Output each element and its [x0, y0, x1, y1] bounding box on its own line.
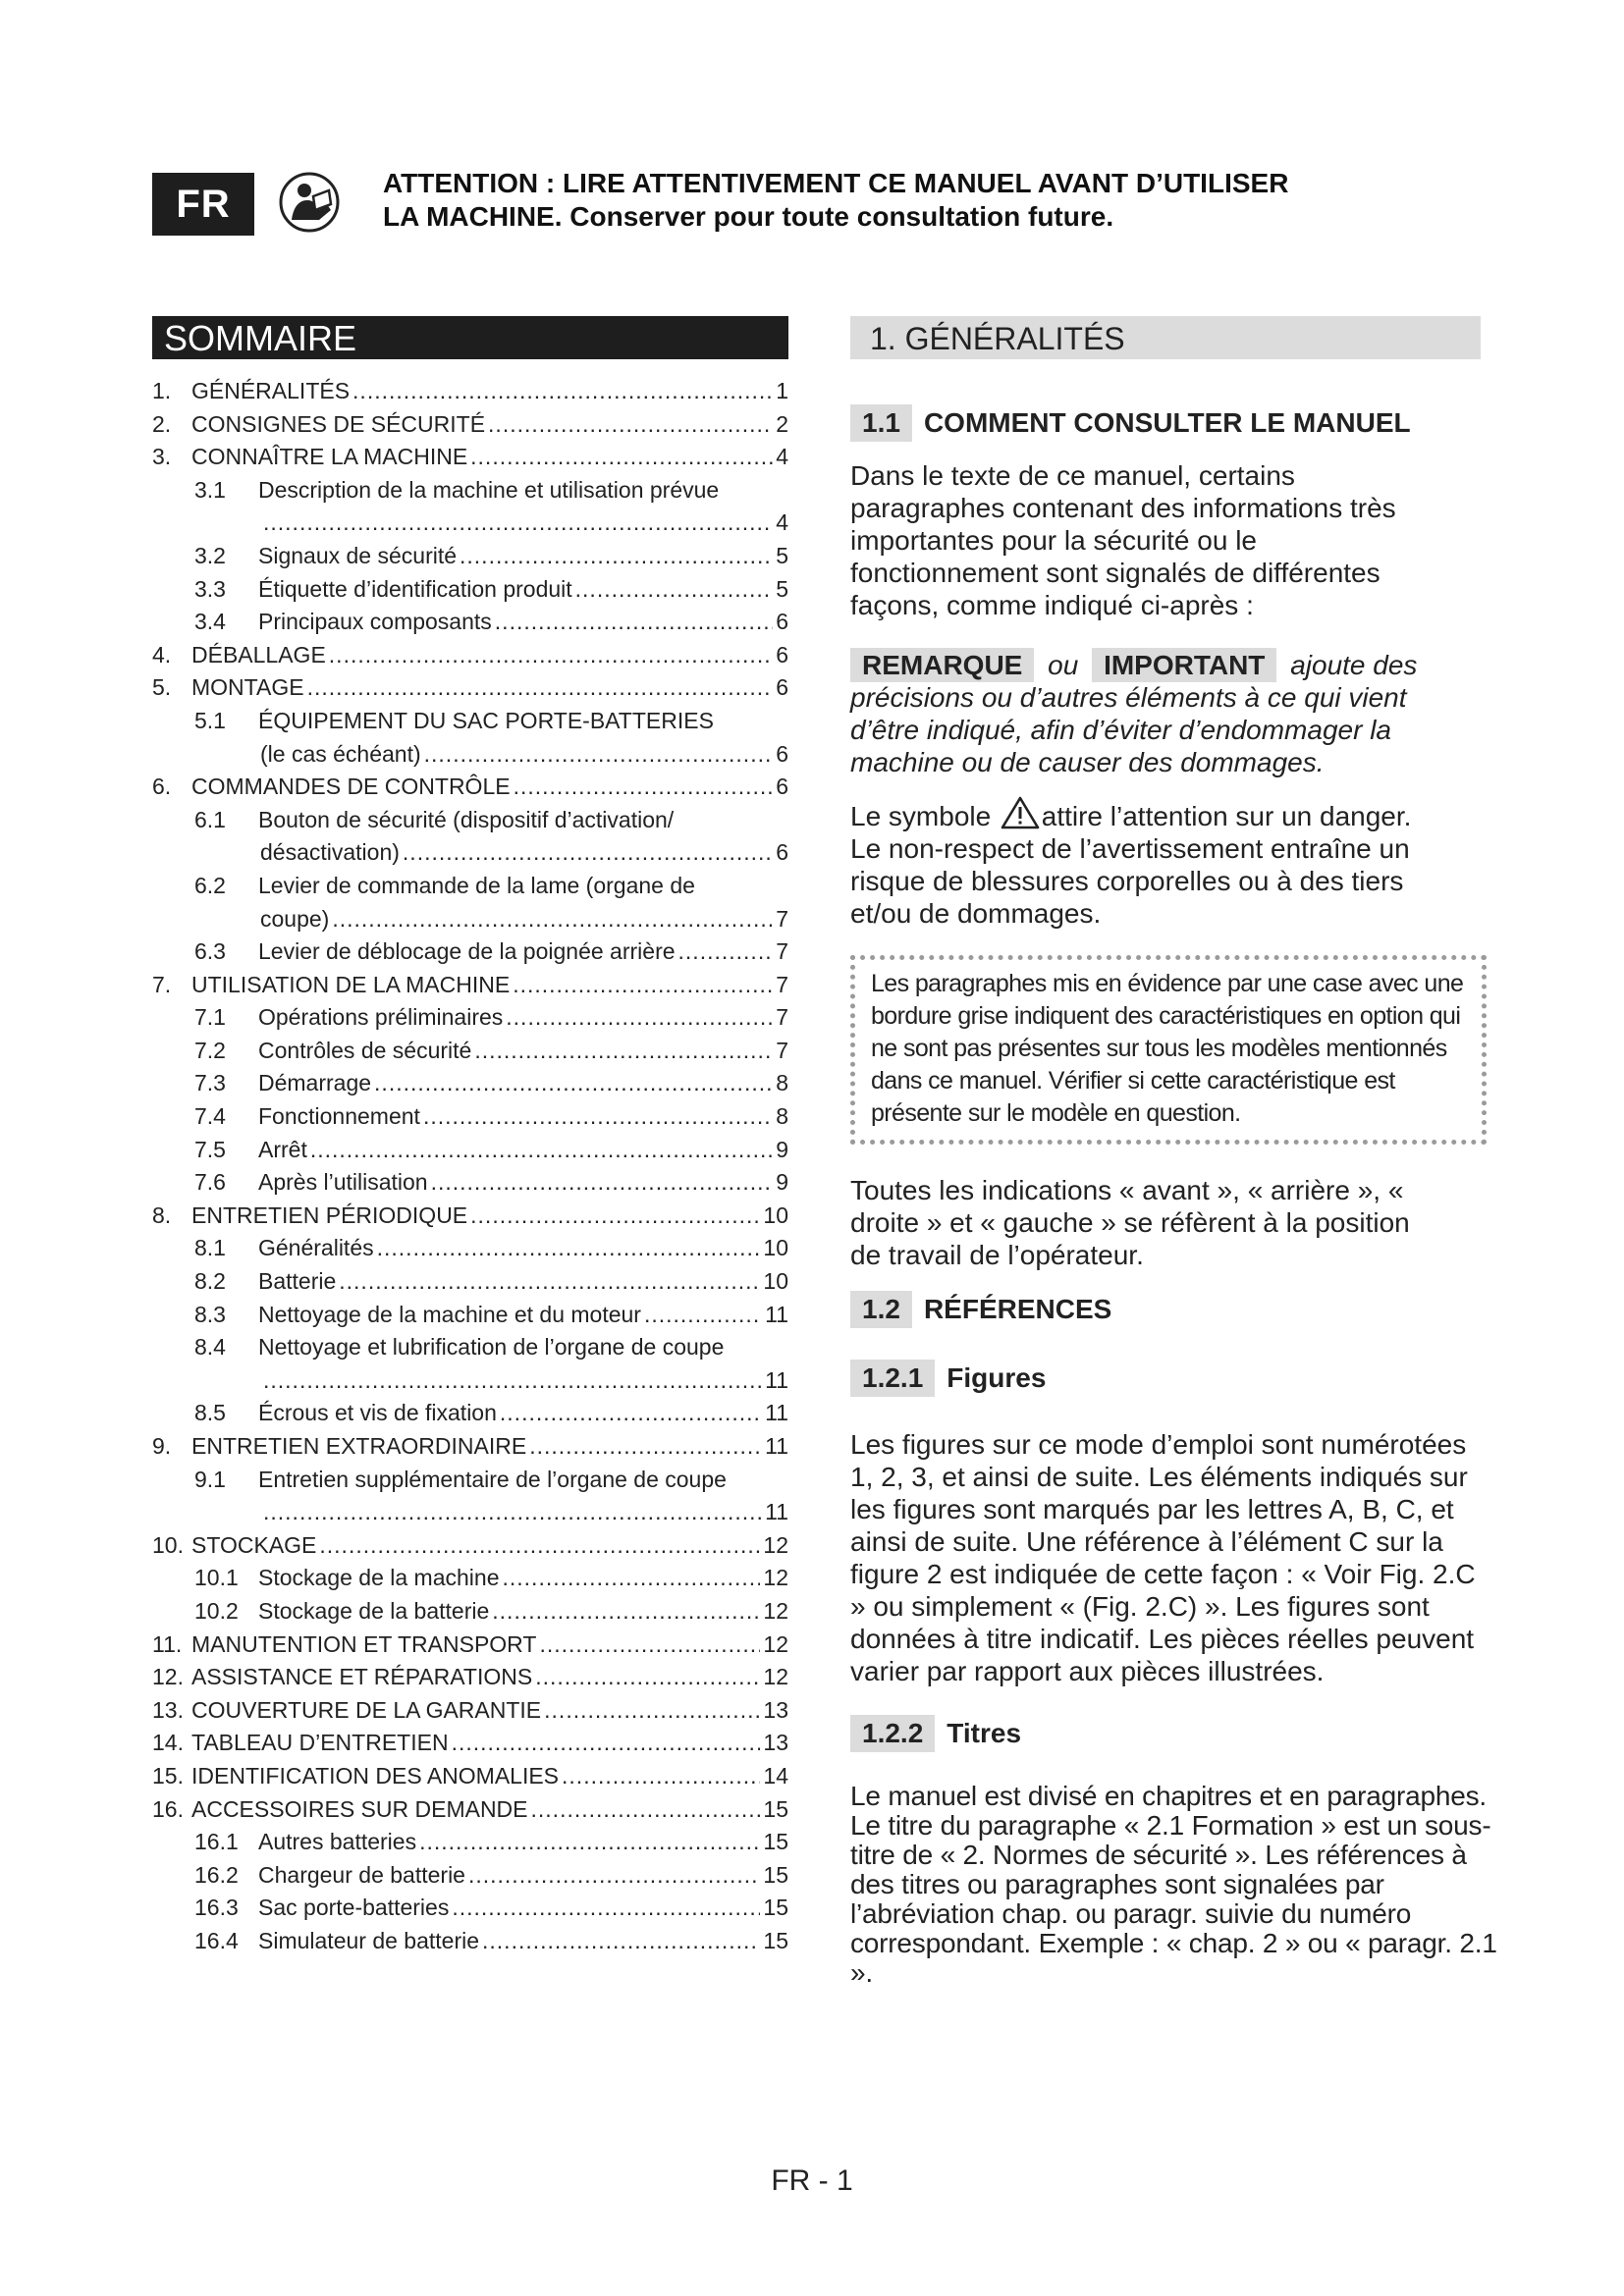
toc-item — [152, 1397, 788, 1430]
toc-item-number: 5.1 — [194, 707, 226, 733]
toc-item-page: 11 — [765, 1301, 788, 1327]
toc-leader-dots — [562, 1760, 760, 1793]
toc-item-page: 6 — [776, 609, 788, 635]
toc-leader-dots — [535, 1661, 760, 1694]
toc-leader-dots — [403, 836, 773, 870]
toc-item-number: 12. — [152, 1664, 184, 1690]
toc-item-number: 3.3 — [194, 575, 226, 602]
toc-item-number: 6.1 — [194, 806, 226, 832]
toc-item-text: ASSISTANCE ET RÉPARATIONS — [191, 1664, 533, 1690]
toc-item-number: 16. — [152, 1795, 184, 1822]
toc-item — [152, 1100, 788, 1134]
toc-item-text: MANUTENTION ET TRANSPORT — [191, 1630, 537, 1657]
toc-leader-dots — [513, 969, 773, 1002]
toc-item-page: 1 — [776, 378, 788, 403]
toc-item — [152, 1529, 788, 1563]
toc-item — [152, 1166, 788, 1200]
symbol-text-before: Le symbole — [850, 801, 992, 831]
toc-item — [152, 408, 788, 442]
toc-item-number: 3.4 — [194, 609, 226, 635]
toc-item-text: Levier de commande de la lame (organe de — [258, 872, 695, 898]
toc-item-number: 8.1 — [194, 1235, 226, 1261]
toc-leader-dots — [531, 1793, 761, 1827]
language-badge: FR — [152, 173, 254, 236]
toc-item-page: 12 — [763, 1630, 788, 1657]
toc-item — [152, 705, 788, 738]
toc-item-text: Entretien supplémentaire de l’organe de coupe — [258, 1466, 727, 1492]
toc-item-number: 5. — [152, 674, 172, 701]
toc-item-number: 16.1 — [194, 1829, 239, 1855]
section-1-1-heading — [850, 404, 1498, 442]
toc-item-number: 7.6 — [194, 1169, 226, 1196]
toc-item-number: 9.1 — [194, 1466, 226, 1492]
toc-item-text: Description de la machine et utilisation prévue — [258, 476, 720, 503]
section-title: Titres — [947, 1718, 1022, 1748]
toc-item-page: 11 — [765, 1433, 788, 1459]
toc-item-page: 15 — [763, 1795, 788, 1822]
toc-item — [152, 836, 788, 870]
toc-leader-dots — [452, 1892, 760, 1925]
toc-item-number: 3.1 — [194, 476, 226, 503]
toc-item — [152, 935, 788, 969]
toc-item-number: 2. — [152, 410, 172, 437]
toc-item — [152, 1595, 788, 1629]
toc-item-page: 6 — [776, 674, 788, 701]
toc-item-page: 7 — [776, 1037, 788, 1063]
toc-item-number: 8. — [152, 1201, 172, 1228]
toc-item-number: 6. — [152, 774, 172, 800]
toc-leader-dots — [492, 1595, 760, 1629]
toc-item-number: 8.4 — [194, 1334, 226, 1361]
toc-item — [152, 804, 788, 837]
toc-item — [152, 507, 788, 540]
toc-item-number: 15. — [152, 1762, 184, 1789]
note-paragraph — [850, 649, 1479, 778]
figures-paragraph: Les figures sur ce mode d’emploi sont numérotées 1, 2, 3, et ainsi de suite. Les éléments indiqués sur les figures sont marqués par les lettres A, B, C, et ainsi de suite. Une référence à l’élément C sur la figure 2 est indiquée de cette façon : « Voir Fig. 2.C » ou simplement « (Fig. 2.C) ». Les figures sont données à titre indicatif. Les pièces réelles peuvent varier par rapport aux pièces illustrées. — [850, 1429, 1476, 1686]
toc-item — [152, 903, 788, 936]
toc-item — [152, 1562, 788, 1595]
toc-leader-dots — [488, 408, 773, 442]
toc-item — [152, 1331, 788, 1364]
toc-item-text: STOCKAGE — [191, 1531, 317, 1558]
toc-item-text: Principaux composants — [258, 609, 492, 635]
toc-item-text: Généralités — [258, 1235, 374, 1261]
toc-item — [152, 1661, 788, 1694]
toc-leader-dots — [468, 1859, 760, 1893]
toc-item — [152, 540, 788, 573]
toc-item-page: 5 — [776, 542, 788, 568]
table-of-contents — [152, 316, 788, 1958]
toc-item-text: CONNAÎTRE LA MACHINE — [191, 444, 468, 470]
toc-item-page: 6 — [776, 740, 788, 767]
toc-item — [152, 771, 788, 804]
toc-item-number: 14. — [152, 1730, 184, 1756]
toc-leader-dots — [470, 441, 773, 474]
toc-leader-dots — [500, 1397, 762, 1430]
toc-leader-dots — [374, 1067, 773, 1100]
toc-item-text: Nettoyage et lubrification de l’organe de coupe — [258, 1334, 725, 1361]
toc-item-number: 13. — [152, 1696, 184, 1723]
toc-leader-dots — [423, 1100, 773, 1134]
toc-item — [152, 606, 788, 639]
toc-item — [152, 738, 788, 772]
toc-item-text: Bouton de sécurité (dispositif d’activation/ — [258, 806, 675, 832]
toc-item-number: 4. — [152, 641, 172, 667]
toc-item — [152, 1629, 788, 1662]
toc-item-number: 10. — [152, 1531, 184, 1558]
toc-item-number: 7.4 — [194, 1103, 226, 1130]
toc-leader-dots — [470, 1200, 760, 1233]
toc-item-number: 9. — [152, 1433, 172, 1459]
toc-leader-dots — [575, 573, 774, 607]
toc-item-number: 1. — [152, 378, 172, 403]
toc-item-page: 11 — [765, 1366, 788, 1393]
toc-item-page: 11 — [765, 1499, 788, 1525]
toc-item-page: 6 — [776, 641, 788, 667]
toc-item-page: 7 — [776, 938, 788, 965]
toc-item — [152, 1793, 788, 1827]
toc-item — [152, 1925, 788, 1958]
toc-item-page: 15 — [763, 1829, 788, 1855]
toc-item-page: 8 — [776, 1103, 788, 1130]
toc-item-text: Chargeur de batterie — [258, 1861, 465, 1888]
section-1-2-1-heading — [850, 1360, 1498, 1397]
toc-item-number: 10.2 — [194, 1597, 239, 1624]
toc-item-number: 7.5 — [194, 1136, 226, 1162]
toc-item-number: 16.3 — [194, 1895, 239, 1921]
toc-item-text: IDENTIFICATION DES ANOMALIES — [191, 1762, 560, 1789]
toc-leader-dots — [506, 1001, 773, 1035]
toc-item-number: 8.3 — [194, 1301, 226, 1327]
toc-item — [152, 1200, 788, 1233]
toc-item-page: 15 — [763, 1927, 788, 1953]
toc-leader-dots — [263, 1496, 762, 1529]
intro-paragraph: Dans le texte de ce manuel, certains paragraphes contenant des informations très importantes pour la sécurité ou le fonctionnement sont signalés de différentes façons, comme indiqué ci-après : — [850, 460, 1396, 620]
toc-item-page: 7 — [776, 905, 788, 932]
toc-item — [152, 1760, 788, 1793]
toc-leader-dots — [539, 1629, 760, 1662]
attention-line-2: LA MACHINE. Conserver pour toute consultation future. — [383, 201, 1114, 232]
toc-leader-dots — [339, 1265, 760, 1299]
directions-paragraph: Toutes les indications « avant », « arrière », « droite » et « gauche » se réfèrent à la position de travail de l’opérateur. — [850, 1175, 1410, 1270]
toc-item-text: ENTRETIEN EXTRAORDINAIRE — [191, 1433, 527, 1459]
toc-item — [152, 870, 788, 903]
toc-item-text: Stockage de la machine — [258, 1565, 500, 1591]
toc-item-page: 9 — [776, 1136, 788, 1162]
toc-leader-dots — [460, 540, 773, 573]
manual-reader-icon — [278, 171, 341, 234]
toc-item-text: (le cas échéant) — [260, 740, 421, 767]
toc-leader-dots — [544, 1694, 760, 1728]
toc-item-text: Stockage de la batterie — [258, 1597, 490, 1624]
toc-item-text: Sac porte-batteries — [258, 1895, 450, 1921]
toc-leader-dots — [352, 375, 773, 408]
toc-item — [152, 1859, 788, 1893]
toc-item-page: 15 — [763, 1895, 788, 1921]
toc-item-text: ACCESSOIRES SUR DEMANDE — [191, 1795, 528, 1822]
toc-item-text: ENTRETIEN PÉRIODIQUE — [191, 1201, 468, 1228]
toc-item-text: Fonctionnement — [258, 1103, 420, 1130]
section-1-2-heading — [850, 1291, 1498, 1328]
titles-paragraph: Le manuel est divisé en chapitres et en paragraphes. Le titre du paragraphe « 2.1 Formation » est un sous-titre de « 2. Normes de sécurité ». Les références à des titres ou paragraphes sont signalées par l’abréviation chap. ou paragr. suivie du numéro correspondant. Exemple : « chap. 2 » ou « paragr. 2.1 ». — [850, 1781, 1497, 1988]
toc-item-text: GÉNÉRALITÉS — [191, 378, 351, 403]
toc-item-text: COUVERTURE DE LA GARANTIE — [191, 1696, 542, 1723]
toc-item-page: 12 — [763, 1565, 788, 1591]
section-title: Figures — [947, 1362, 1047, 1393]
section-1-heading: 1. GÉNÉRALITÉS — [850, 316, 1481, 359]
toc-item — [152, 1001, 788, 1035]
toc-item-page: 12 — [763, 1531, 788, 1558]
toc-item-text: ÉQUIPEMENT DU SAC PORTE-BATTERIES — [258, 707, 714, 733]
toc-item — [152, 1727, 788, 1760]
toc-item-page: 15 — [763, 1861, 788, 1888]
toc-leader-dots — [263, 1364, 762, 1398]
toc-leader-dots — [332, 903, 773, 936]
toc-item-number: 7. — [152, 971, 172, 997]
symbol-text-after: attire l’attention sur un danger. Le non-respect de l’avertissement entraîne un risque de blessures corporelles ou à des tiers et/ou de dommages. — [850, 801, 1412, 929]
toc-leader-dots — [307, 671, 774, 705]
toc-item-page: 10 — [763, 1235, 788, 1261]
toc-item-number: 7.1 — [194, 1004, 226, 1031]
toc-item-page: 2 — [776, 410, 788, 437]
toc-leader-dots — [424, 738, 774, 772]
toc-item-text: UTILISATION DE LA MACHINE — [191, 971, 511, 997]
toc-item-page: 11 — [765, 1400, 788, 1426]
toc-item — [152, 969, 788, 1002]
toc-item-text: CONSIGNES DE SÉCURITÉ — [191, 410, 486, 437]
toc-item-text: Contrôles de sécurité — [258, 1037, 472, 1063]
toc-list — [152, 375, 788, 1958]
toc-item-page: 10 — [763, 1201, 788, 1228]
section-number-badge: 1.1 — [850, 404, 912, 442]
toc-item-text: DÉBALLAGE — [191, 641, 326, 667]
section-number-badge: 1.2.2 — [850, 1715, 935, 1752]
toc-item — [152, 1299, 788, 1332]
toc-item-text: Opérations préliminaires — [258, 1004, 504, 1031]
toc-leader-dots — [431, 1166, 774, 1200]
toc-item-text: Simulateur de batterie — [258, 1927, 480, 1953]
toc-item-page: 4 — [776, 509, 788, 536]
toc-item-number: 3.2 — [194, 542, 226, 568]
toc-item — [152, 1364, 788, 1398]
page-number: FR - 1 — [771, 2164, 853, 2197]
toc-item — [152, 573, 788, 607]
toc-item-number: 11. — [152, 1630, 183, 1657]
warning-triangle-icon — [1001, 796, 1040, 829]
toc-item-page: 12 — [763, 1664, 788, 1690]
toc-item-number: 16.4 — [194, 1927, 239, 1953]
toc-item — [152, 474, 788, 507]
toc-item — [152, 671, 788, 705]
or-text: ou — [1048, 650, 1079, 680]
toc-leader-dots — [474, 1035, 773, 1068]
toc-item-page: 7 — [776, 971, 788, 997]
toc-item-number: 10.1 — [194, 1565, 239, 1591]
toc-item-text: Arrêt — [258, 1136, 307, 1162]
toc-item-text: TABLEAU D’ENTRETIEN — [191, 1730, 449, 1756]
toc-item-page: 10 — [763, 1268, 788, 1295]
toc-item-number: 6.3 — [194, 938, 226, 965]
toc-item-page: 7 — [776, 1004, 788, 1031]
toc-item-page: 5 — [776, 575, 788, 602]
toc-leader-dots — [495, 606, 773, 639]
toc-item-page: 6 — [776, 774, 788, 800]
toc-leader-dots — [644, 1299, 762, 1332]
toc-leader-dots — [529, 1430, 762, 1464]
toc-item — [152, 1265, 788, 1299]
toc-item — [152, 441, 788, 474]
toc-item-text: Après l’utilisation — [258, 1169, 428, 1196]
important-label: IMPORTANT — [1092, 648, 1276, 682]
toc-item-number: 16.2 — [194, 1861, 239, 1888]
section-number-badge: 1.2 — [850, 1291, 912, 1328]
toc-item-page: 14 — [763, 1762, 788, 1789]
attention-line-1: ATTENTION : LIRE ATTENTIVEMENT CE MANUEL AVANT D’UTILISER — [383, 168, 1289, 198]
toc-item-text: Autres batteries — [258, 1829, 417, 1855]
toc-item — [152, 1694, 788, 1728]
toc-item — [152, 639, 788, 672]
toc-item-number: 7.3 — [194, 1070, 226, 1096]
toc-item — [152, 1464, 788, 1497]
section-1-2-2-heading — [850, 1715, 1498, 1752]
toc-item — [152, 1496, 788, 1529]
toc-item-page: 6 — [776, 839, 788, 866]
toc-item — [152, 1826, 788, 1859]
toc-leader-dots — [263, 507, 773, 540]
toc-item-number: 7.2 — [194, 1037, 226, 1063]
toc-item — [152, 1430, 788, 1464]
toc-item-text: MONTAGE — [191, 674, 304, 701]
toc-title: SOMMAIRE — [152, 316, 788, 359]
toc-item-number: 8.2 — [194, 1268, 226, 1295]
toc-item-text: coupe) — [260, 905, 330, 932]
toc-item-text: COMMANDES DE CONTRÔLE — [191, 774, 511, 800]
toc-item-number: 3. — [152, 444, 172, 470]
toc-item-text: Écrous et vis de fixation — [258, 1400, 497, 1426]
toc-item-page: 12 — [763, 1597, 788, 1624]
toc-item-text: Batterie — [258, 1268, 337, 1295]
toc-item-text: Levier de déblocage de la poignée arrière — [258, 938, 676, 965]
toc-item-page: 9 — [776, 1169, 788, 1196]
toc-item-number: 6.2 — [194, 872, 226, 898]
toc-item-text: Démarrage — [258, 1070, 372, 1096]
section-title: COMMENT CONSULTER LE MANUEL — [923, 407, 1411, 438]
toc-leader-dots — [514, 771, 774, 804]
toc-leader-dots — [310, 1134, 773, 1167]
section-number-badge: 1.2.1 — [850, 1360, 935, 1397]
toc-item-text: Étiquette d’identification produit — [258, 575, 572, 602]
toc-leader-dots — [377, 1232, 761, 1265]
toc-item — [152, 1232, 788, 1265]
toc-item-text: désactivation) — [260, 839, 400, 866]
danger-symbol-paragraph — [850, 796, 1420, 930]
toc-leader-dots — [419, 1826, 760, 1859]
toc-leader-dots — [329, 639, 773, 672]
remarque-label: REMARQUE — [850, 648, 1034, 682]
section-title: RÉFÉRENCES — [923, 1294, 1112, 1324]
optional-feature-box: Les paragraphes mis en évidence par une case avec une bordure grise indiquent des caractéristiques en option qui ne sont pas présentes sur tous les modèles mentionnés dans ce manuel. Vérifier si cette caractéristique est présente sur le modèle en question. — [850, 955, 1487, 1145]
toc-item-page: 13 — [763, 1696, 788, 1723]
toc-item — [152, 1892, 788, 1925]
toc-item — [152, 1067, 788, 1100]
toc-item-page: 8 — [776, 1070, 788, 1096]
toc-item-text: Signaux de sécurité — [258, 542, 458, 568]
toc-leader-dots — [452, 1727, 761, 1760]
main-content — [850, 316, 1498, 1988]
toc-item — [152, 1035, 788, 1068]
toc-leader-dots — [319, 1529, 760, 1563]
toc-leader-dots — [503, 1562, 761, 1595]
toc-item-number: 8.5 — [194, 1400, 226, 1426]
attention-notice — [383, 167, 1288, 234]
page-header — [152, 167, 1429, 245]
toc-leader-dots — [678, 935, 774, 969]
toc-item-page: 4 — [776, 444, 788, 470]
toc-item-page: 13 — [763, 1730, 788, 1756]
toc-item — [152, 375, 788, 408]
note-text: ajoute des précisions ou d’autres éléments à ce qui vient d’être indiqué, afin d’éviter d’endommager la machine ou de causer des dommages. — [850, 650, 1418, 777]
toc-leader-dots — [482, 1925, 760, 1958]
toc-item — [152, 1134, 788, 1167]
toc-item-text: Nettoyage de la machine et du moteur — [258, 1301, 641, 1327]
